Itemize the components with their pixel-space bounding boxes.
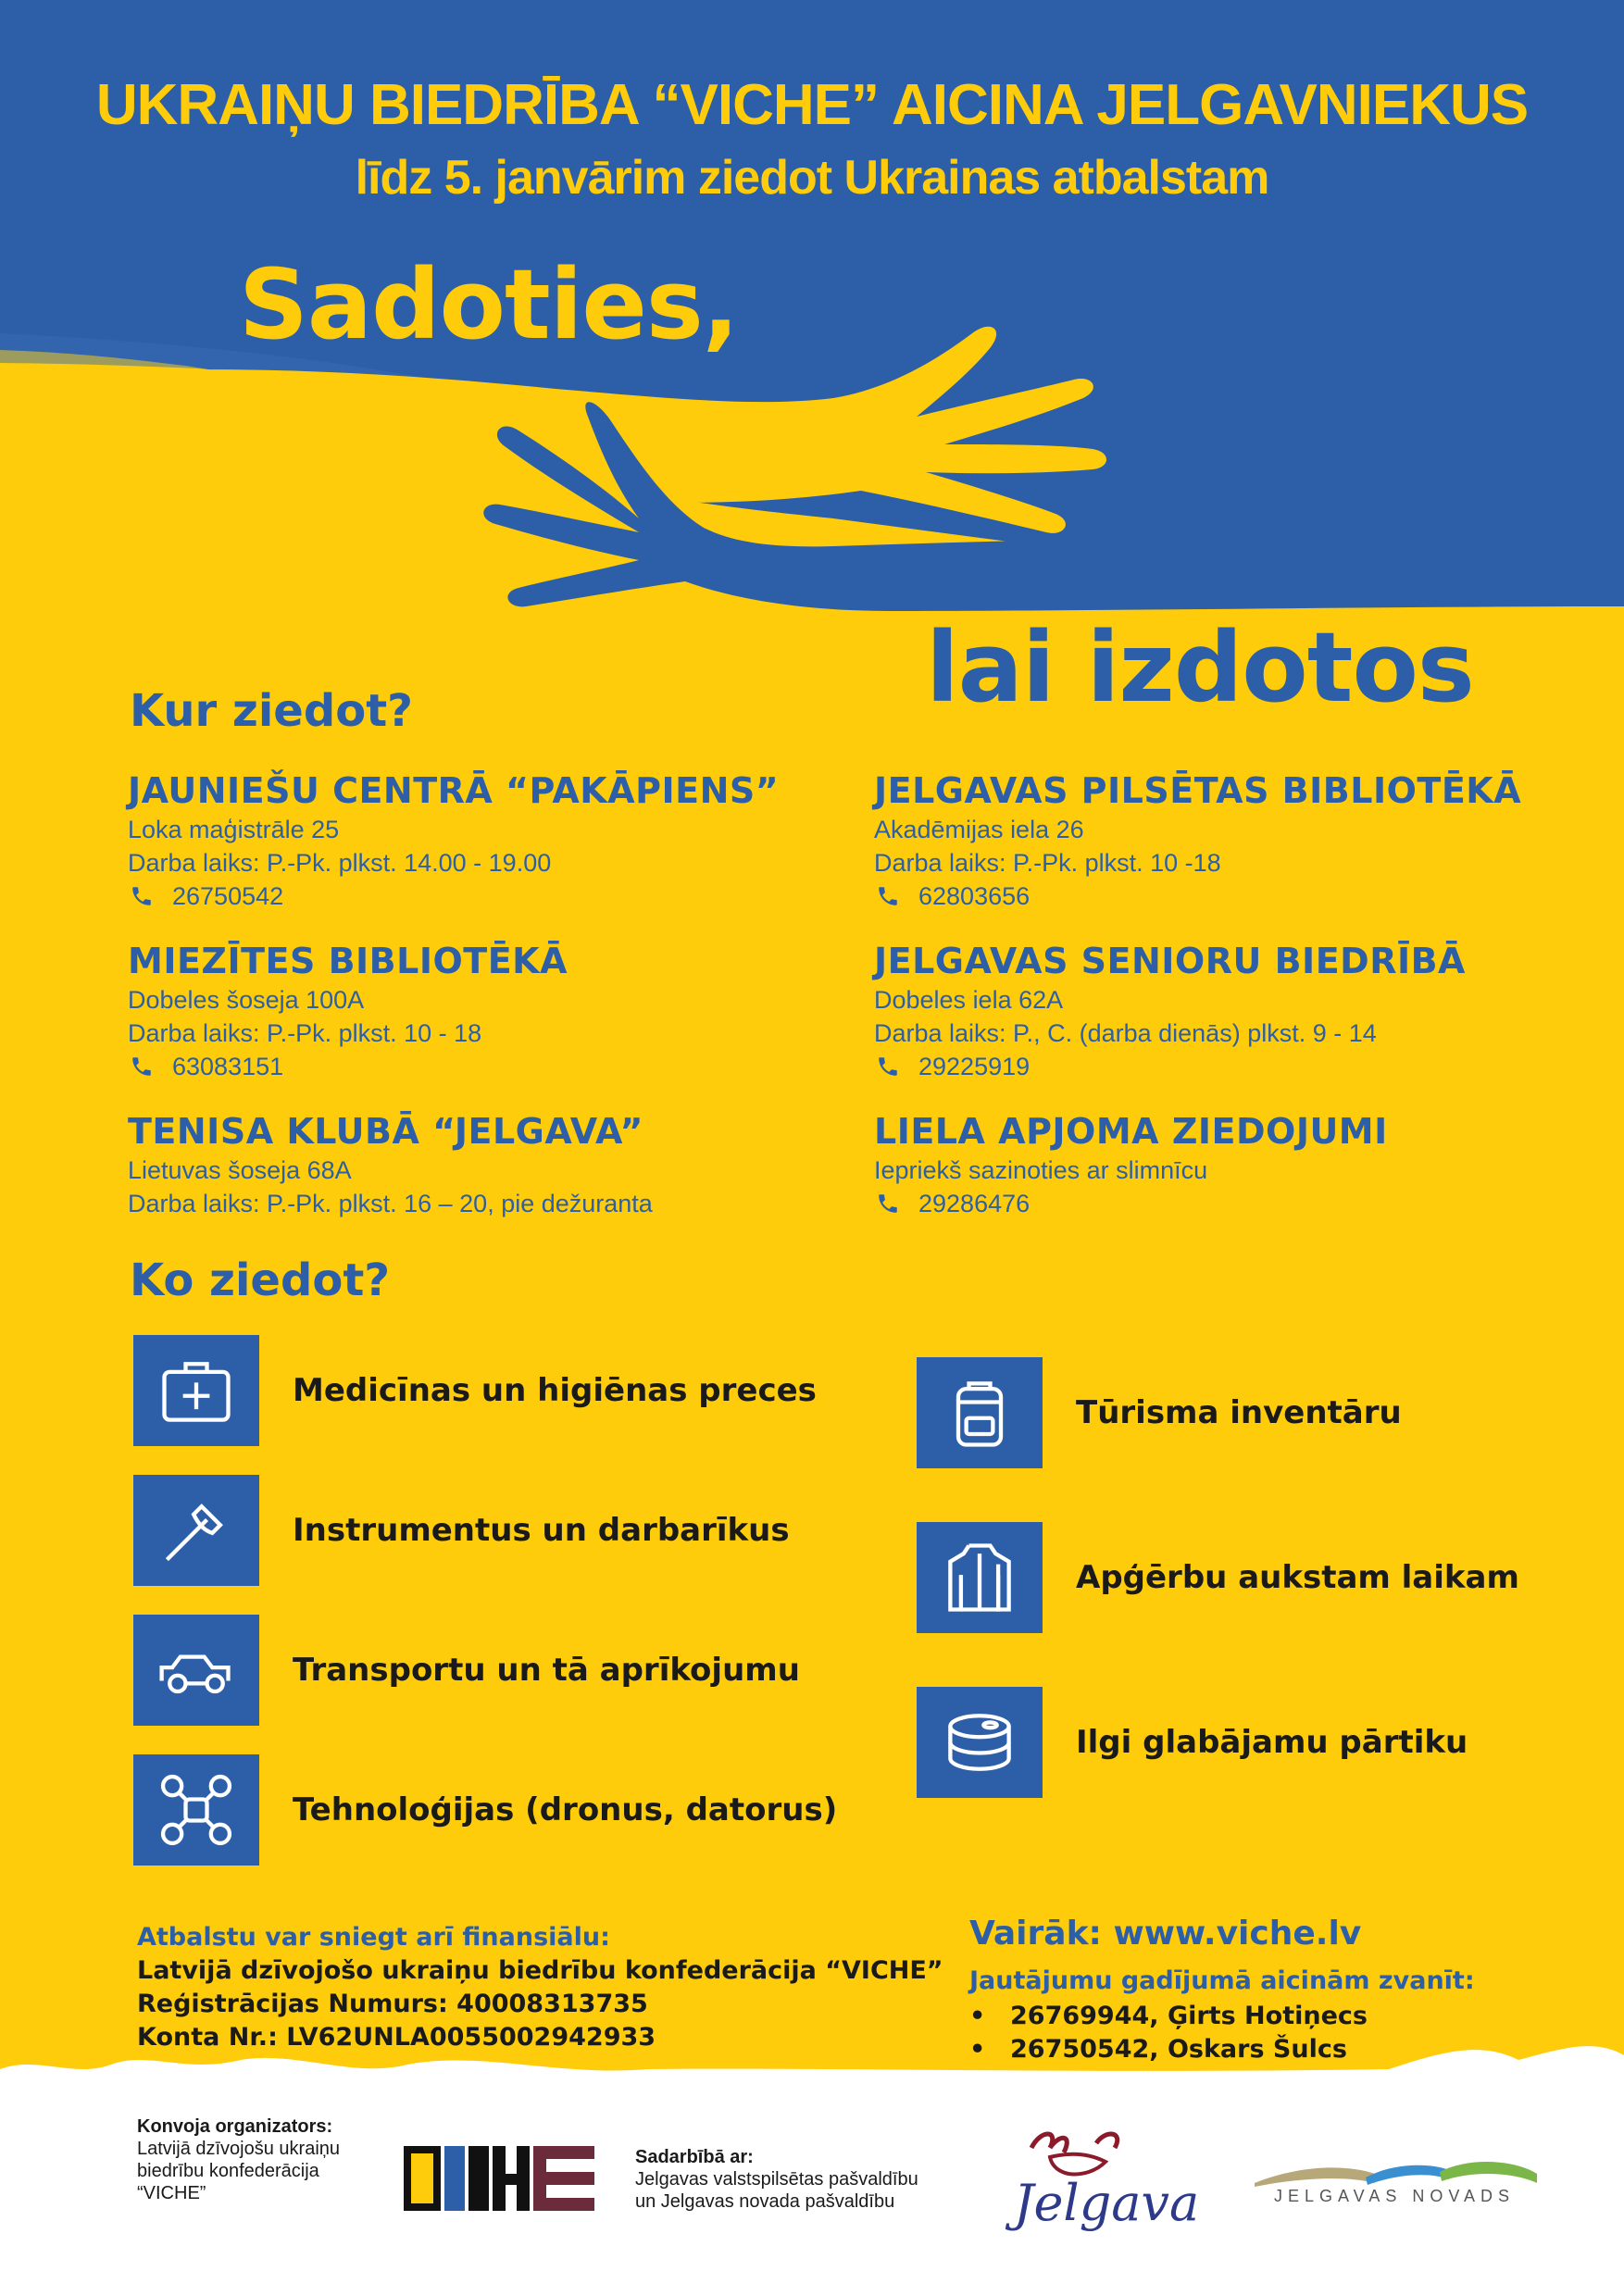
drone-icon	[133, 1754, 259, 1866]
medical-kit-icon	[133, 1335, 259, 1446]
finance-account: Konta Nr.: LV62UNLA0055002942933	[137, 2023, 656, 2052]
location-phone-row	[128, 880, 887, 913]
donation-item	[917, 1522, 1519, 1633]
novads-logo-text: JELGAVAS NOVADS	[1273, 2187, 1516, 2205]
location-item	[128, 1109, 887, 1220]
location-name: JAUNIEŠU CENTRĀ “PAKĀPIENS”	[128, 770, 780, 811]
location-name: JELGAVAS SENIORU BIEDRĪBĀ	[874, 941, 1466, 981]
convoy-line: biedrību konfederācija	[137, 2161, 319, 2181]
location-phone-row	[128, 1050, 887, 1083]
coop-title: Sadarbībā ar:	[635, 2147, 754, 2167]
contact-question: Jautājumu gadījumā aicinām zvanīt:	[969, 1966, 1475, 1995]
jacket-icon	[917, 1522, 1043, 1633]
phone-icon	[876, 1054, 900, 1079]
location-hours: Darba laiks: P.-Pk. plkst. 16 – 20, pie dežuranta	[128, 1190, 653, 1217]
location-name: MIEZĪTES BIBLIOTĒKĀ	[128, 941, 568, 981]
location-item	[128, 939, 887, 1083]
location-item	[874, 939, 1624, 1083]
jeep-icon	[133, 1615, 259, 1726]
convoy-title: Konvoja organizators:	[137, 2116, 333, 2137]
canned-food-icon	[917, 1687, 1043, 1798]
location-hours: Darba laiks: P.-Pk. plkst. 10 -18	[874, 849, 1221, 877]
cooperation	[635, 2146, 918, 2213]
jelgava-logo-text: Jelgava	[1013, 2174, 1200, 2232]
location-hours: Darba laiks: P.-Pk. plkst. 14.00 - 19.00	[128, 849, 552, 877]
donation-label: Medicīnas un higiēnas preces	[293, 1372, 817, 1409]
contact-text[interactable]: 26750542, Oskars Šulcs	[1010, 2035, 1347, 2064]
location-name: JELGAVAS PILSĒTAS BIBLIOTĒKĀ	[874, 770, 1522, 811]
location-address: Dobeles iela 62A	[874, 986, 1064, 1014]
donation-item	[133, 1615, 800, 1726]
contact-text[interactable]: 26769944, Ģirts Hotiņecs	[1010, 2002, 1368, 2030]
location-address: Loka maģistrāle 25	[128, 816, 340, 843]
convoy-line: “VICHE”	[137, 2183, 206, 2203]
location-hours: Darba laiks: P., C. (darba dienās) plkst. 9 - 14	[874, 1019, 1377, 1047]
what-title: Ko ziedot?	[130, 1254, 391, 1306]
finance-reg: Reģistrācijas Numurs: 40008313735	[137, 1990, 648, 2018]
contact-item	[969, 2000, 1475, 2033]
coop-line: un Jelgavas novada pašvaldību	[635, 2191, 895, 2212]
backpack-icon	[917, 1357, 1043, 1468]
finance-title: Atbalstu var sniegt arī finansiālu:	[137, 1923, 610, 1952]
where-title: Kur ziedot?	[130, 685, 413, 737]
viche-logo	[404, 2146, 594, 2211]
location-phone[interactable]: 62803656	[918, 882, 1031, 910]
location-phone[interactable]: 29225919	[918, 1053, 1031, 1080]
location-phone[interactable]: 26750542	[172, 882, 284, 910]
phone-icon	[130, 884, 154, 908]
donation-label: Ilgi glabājamu pārtiku	[1076, 1724, 1468, 1761]
location-address: Iepriekš sazinoties ar slimnīcu	[874, 1156, 1208, 1184]
finance-org: Latvijā dzīvojošo ukraiņu biedrību konfederācija “VICHE”	[137, 1956, 943, 1985]
location-phone-row	[874, 880, 1624, 913]
bullet-icon: •	[969, 2002, 986, 2030]
coop-line: Jelgavas valstspilsētas pašvaldību	[635, 2169, 918, 2190]
header-subtitle: līdz 5. janvārim ziedot Ukrainas atbalstam	[355, 151, 1269, 205]
location-phone[interactable]: 63083151	[172, 1053, 284, 1080]
donation-label: Tehnoloģijas (dronus, datorus)	[293, 1791, 838, 1828]
donation-label: Instrumentus un darbarīkus	[293, 1512, 790, 1549]
location-hours: Darba laiks: P.-Pk. plkst. 10 - 18	[128, 1019, 482, 1047]
donation-label: Transportu un tā aprīkojumu	[293, 1652, 800, 1689]
slogan-part1: Sadoties,	[239, 248, 739, 361]
bullet-icon: •	[969, 2035, 986, 2064]
location-item	[874, 1109, 1624, 1220]
donation-item	[133, 1754, 837, 1866]
location-phone[interactable]: 29286476	[918, 1190, 1031, 1217]
donation-item	[133, 1475, 790, 1586]
location-name: TENISA KLUBĀ “JELGAVA”	[128, 1111, 643, 1152]
location-phone-row	[874, 1050, 1624, 1083]
donation-item	[917, 1357, 1402, 1468]
location-item	[874, 768, 1624, 913]
location-name: LIELA APJOMA ZIEDOJUMI	[874, 1111, 1388, 1152]
location-address: Dobeles šoseja 100A	[128, 986, 365, 1014]
location-item	[128, 768, 887, 913]
axe-icon	[133, 1475, 259, 1586]
phone-icon	[130, 1054, 154, 1079]
phone-icon	[876, 884, 900, 908]
header-title: UKRAIŅU BIEDRĪBA “VICHE” AICINA JELGAVNIEKUS	[95, 73, 1529, 137]
location-phone-row	[874, 1187, 1624, 1220]
donation-label: Tūrisma inventāru	[1076, 1394, 1402, 1431]
donation-label: Apģērbu aukstam laikam	[1076, 1559, 1519, 1596]
donation-item	[133, 1335, 817, 1446]
location-address: Lietuvas šoseja 68A	[128, 1156, 352, 1184]
phone-icon	[876, 1192, 900, 1216]
slogan-part2: lai izdotos	[926, 611, 1474, 724]
website-link[interactable]: Vairāk: www.viche.lv	[969, 1915, 1362, 1953]
location-address: Akadēmijas iela 26	[874, 816, 1084, 843]
convoy-line: Latvijā dzīvojošu ukraiņu	[137, 2139, 341, 2159]
donation-item	[917, 1687, 1468, 1798]
convoy-organizer	[137, 2115, 340, 2204]
